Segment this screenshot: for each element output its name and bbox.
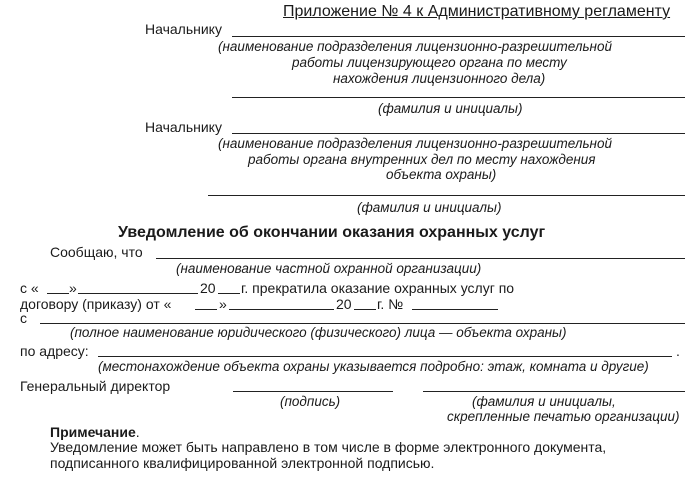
addressee1-label: Начальнику xyxy=(145,21,222,37)
contract-mid: » xyxy=(219,296,227,312)
addressee1-name-line xyxy=(232,97,685,98)
contract-prefix: договору (приказу) от « xyxy=(20,296,172,312)
org-name-line xyxy=(156,258,685,259)
director-role: Генеральный директор xyxy=(20,378,171,394)
from-prefix: с « xyxy=(20,280,39,296)
from-year: 20 xyxy=(200,280,216,296)
addressee1-line xyxy=(232,36,685,37)
addressee2-label: Начальнику xyxy=(145,119,222,135)
addressee2-line xyxy=(232,133,685,134)
from-year-line xyxy=(218,293,240,294)
contract-number-label: г. № xyxy=(377,296,404,312)
director-name-line xyxy=(423,391,685,392)
signature-line xyxy=(233,391,393,392)
addressee2-name-hint: (фамилия и инициалы) xyxy=(357,200,502,215)
address-line xyxy=(98,356,672,357)
appendix-header: Приложение № 4 к Административному регламенту xyxy=(283,3,671,20)
client-prefix: с xyxy=(20,310,27,326)
from-month-line xyxy=(78,293,198,294)
address-label: по адресу: xyxy=(20,343,89,359)
note-heading-dot: . xyxy=(135,424,140,440)
contract-year: 20 xyxy=(336,296,352,312)
note-heading-wrap xyxy=(50,425,140,439)
signature-hint: (подпись) xyxy=(280,394,341,409)
contract-month-line xyxy=(229,309,334,310)
client-line xyxy=(40,323,685,324)
note-line2: подписанного квалифицированной электронной подписью. xyxy=(50,455,435,471)
report-label: Сообщаю, что xyxy=(50,244,143,260)
org-name-hint: (наименование частной охранной организации) xyxy=(176,261,482,276)
from-mid: » xyxy=(69,280,77,296)
addressee2-desc3: объекта охраны) xyxy=(386,167,497,182)
note-line1: Уведомление может быть направлено в том числе в форме электронного документа, xyxy=(50,439,607,455)
note-heading: Примечание xyxy=(50,424,136,440)
client-hint: (полное наименование юридического (физического) лица — объекта охраны) xyxy=(70,325,567,340)
addressee1-name-hint: (фамилия и инициалы) xyxy=(378,101,523,116)
addressee2-desc2: работы органа внутренних дел по месту нахождения xyxy=(248,152,596,167)
director-name-hint2: скрепленные печатью организации) xyxy=(447,409,680,424)
addressee2-name-line xyxy=(208,195,685,196)
addressee1-desc3: нахождения лицензионного дела) xyxy=(333,71,546,86)
addressee1-desc1: (наименование подразделения лицензионно-разрешительной xyxy=(218,39,612,54)
address-hint: (местонахождение объекта охраны указывается подробно: этаж, комната и другие) xyxy=(98,359,649,374)
contract-day-line xyxy=(195,309,217,310)
contract-number-line xyxy=(412,309,498,310)
addressee2-desc1: (наименование подразделения лицензионно-разрешительной xyxy=(218,136,612,151)
document-title: Уведомление об окончании оказания охранных услуг xyxy=(118,224,546,241)
from-suffix: г. прекратила оказание охранных услуг по xyxy=(241,280,515,296)
director-name-hint1: (фамилия и инициалы, xyxy=(472,394,616,409)
addressee1-desc2: работы лицензирующего органа по месту xyxy=(292,55,567,70)
from-day-line xyxy=(47,293,69,294)
address-dot: . xyxy=(676,343,680,359)
contract-year-line xyxy=(354,309,376,310)
